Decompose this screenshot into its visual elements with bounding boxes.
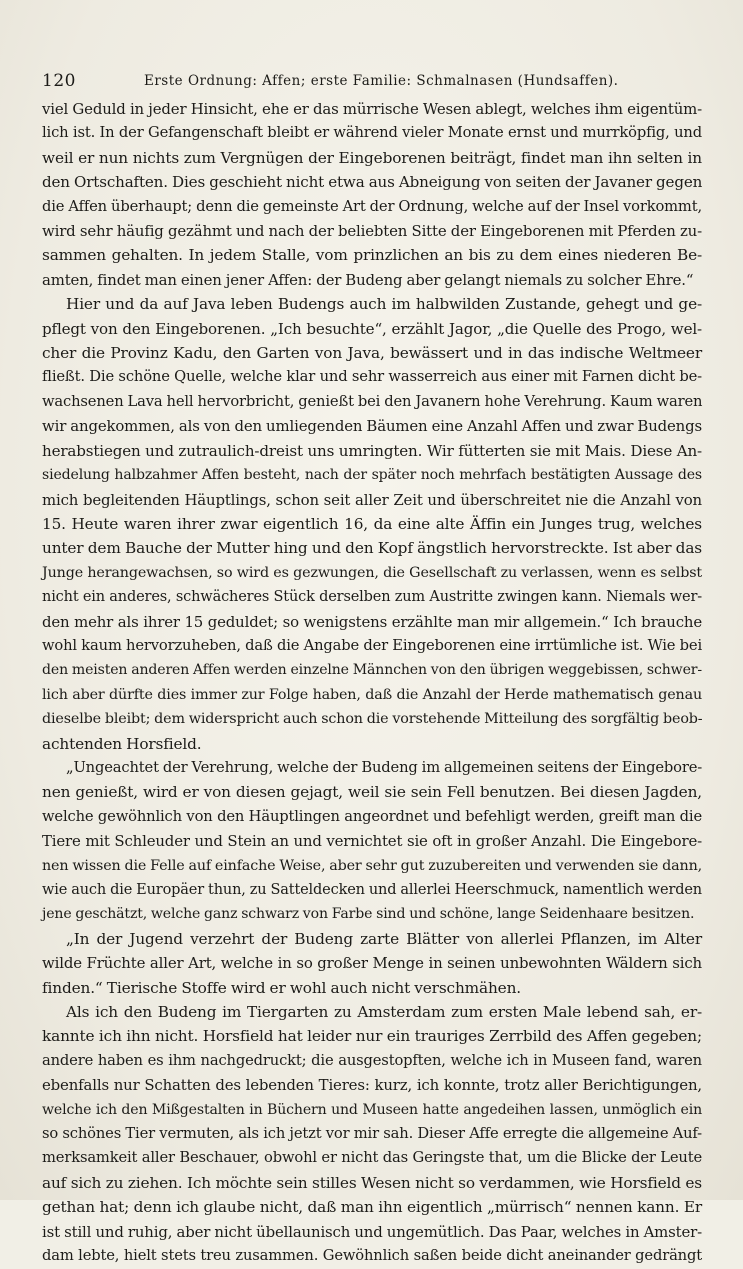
- page-header: [42, 70, 702, 92]
- text-line: mich begleitenden Häuptlings, schon seit aller Zeit und überschreitet nie die Anzahl von: [42, 490, 702, 509]
- page-number: 120: [42, 71, 76, 91]
- text-line: „Ungeachtet der Verehrung, welche der Budeng im allgemeinen seitens der Eingebore-: [66, 758, 703, 776]
- text-line: den mehr als ihrer 15 geduldet; so wenigstens erzählte man mir allgemein.“ Ich brauche: [42, 612, 702, 631]
- running-title: Erste Ordnung: Affen; erste Familie: Schmalnasen (Hundsaffen).: [144, 73, 619, 89]
- text-line: nen genießt, wird er von diesen gejagt, weil sie sein Fell benutzen. Bei diesen Jagden,: [42, 783, 702, 802]
- text-line: Junge herangewachsen, so wird es gezwungen, die Gesellschaft zu verlassen, wenn es selbst: [42, 564, 702, 581]
- text-line: Als ich den Budeng im Tiergarten zu Amsterdam zum ersten Male lebend sah, er-: [66, 1003, 702, 1022]
- text-line: ebenfalls nur Schatten des lebenden Tieres: kurz, ich konnte, trotz aller Berichtigungen,: [42, 1076, 702, 1095]
- text-line: merksamkeit aller Beschauer, obwohl er nicht das Geringste that, um die Blicke der Leute: [42, 1149, 702, 1167]
- text-line: fließt. Die schöne Quelle, welche klar und sehr wasserreich aus einer mit Farnen dicht be-: [42, 368, 702, 386]
- text-line: lich aber dürfte dies immer zur Folge haben, daß die Anzahl der Herde mathematisch genau: [42, 686, 702, 703]
- text-line: die Affen überhaupt; denn die gemeinste Art der Ordnung, welche auf der Insel vorkommt,: [42, 197, 702, 215]
- text-line: jene geschätzt, welche ganz schwarz von Farbe sind und schöne, lange Seidenhaare besitzen.: [42, 906, 695, 923]
- text-line: „In der Jugend verzehrt der Budeng zarte Blätter von allerlei Pflanzen, im Alter: [66, 929, 702, 948]
- text-line: gethan hat; denn ich glaube nicht, daß man ihn eigentlich „mürrisch“ nennen kann. Er: [42, 1198, 702, 1217]
- text-line: welche gewöhnlich von den Häuptlingen angeordnet und befehligt werden, greift man die: [42, 807, 702, 825]
- body-text: [42, 97, 702, 1269]
- text-line: finden.“ Tierische Stoffe wird er wohl auch nicht verschmähen.: [42, 978, 521, 997]
- text-line: wohl kaum hervorzuheben, daß die Angabe der Eingeborenen eine irrtümliche ist. Wie bei: [42, 636, 702, 654]
- text-line: wird sehr häufig gezähmt und nach der beliebten Sitte der Eingeborenen mit Pferden zu-: [42, 222, 702, 241]
- text-line: den meisten anderen Affen werden einzelne Männchen von den übrigen weggebissen, schwer-: [42, 662, 702, 679]
- text-line: herabstiegen und zutraulich-dreist uns umringten. Wir fütterten sie mit Mais. Diese An-: [42, 441, 702, 460]
- text-line: sammen gehalten. In jedem Stalle, vom prinzlichen an bis zu dem eines niederen Be-: [42, 246, 702, 265]
- text-line: viel Geduld in jeder Hinsicht, ehe er das mürrische Wesen ablegt, welches ihm eigentüm-: [42, 100, 702, 118]
- text-line: siedelung halbzahmer Affen besteht, nach der später noch mehrfach bestätigten Aussage des: [42, 467, 702, 484]
- text-line: so schönes Tier vermuten, als ich jetzt vor mir sah. Dieser Affe erregte die allgemeine Auf-: [42, 1125, 702, 1143]
- text-line: wir angekommen, als von den umliegenden Bäumen eine Anzahl Affen und zwar Budengs: [42, 417, 702, 436]
- text-line: 15. Heute waren ihrer zwar eigentlich 16, da eine alte Äffin ein Junges trug, welches: [42, 514, 702, 533]
- text-line: andere haben es ihm nachgedruckt; die ausgestopften, welche ich in Museen fand, waren: [42, 1051, 702, 1069]
- text-line: dam lebte, hielt stets treu zusammen. Gewöhnlich saßen beide dicht aneinander gedrängt: [42, 1247, 702, 1265]
- text-line: pflegt von den Eingeborenen. „Ich besuchte“, erzählt Jagor, „die Quelle des Progo, wel-: [42, 319, 702, 338]
- text-line: lich ist. In der Gefangenschaft bleibt er während vieler Monate ernst und murrköpfig, und: [42, 124, 702, 142]
- text-line: wachsenen Lava hell hervorbricht, genießt bei den Javanern hohe Verehrung. Kaum waren: [42, 392, 703, 410]
- text-line: wilde Früchte aller Art, welche in so großer Menge in seinen unbewohnten Wäldern sich: [42, 954, 702, 973]
- text-line: den Ortschaften. Dies geschieht nicht etwa aus Abneigung von seiten der Javaner gegen: [42, 173, 703, 192]
- text-line: Tiere mit Schleuder und Stein an und vernichtet sie oft in großer Anzahl. Die Eingebore-: [42, 832, 702, 851]
- text-line: dieselbe bleibt; dem widerspricht auch schon die vorstehende Mitteilung des sorgfältig beob-: [42, 711, 703, 728]
- text-line: cher die Provinz Kadu, den Garten von Java, bewässert und in das indische Weltmeer: [42, 344, 702, 363]
- text-line: nicht ein anderes, schwächeres Stück derselben zum Austritte zwingen kann. Niemals wer-: [42, 589, 702, 606]
- text-line: achtenden Horsfield.: [42, 734, 202, 753]
- text-line: welche ich den Mißgestalten in Büchern und Museen hatte angedeihen lassen, unmöglich ein: [42, 1101, 702, 1118]
- text-line: nen wissen die Felle auf einfache Weise, aber sehr gut zuzubereiten und verwenden sie dann,: [42, 857, 703, 874]
- text-line: ist still und ruhig, aber nicht übellaunisch und ungemütlich. Das Paar, welches in Amster-: [42, 1222, 702, 1241]
- text-line: Hier und da auf Java leben Budengs auch im halbwilden Zustande, gehegt und ge-: [66, 295, 702, 314]
- text-line: unter dem Bauche der Mutter hing und den Kopf ängstlich hervorstreckte. Ist aber das: [42, 539, 702, 558]
- text-line: wie auch die Europäer thun, zu Satteldecken und allerlei Heerschmuck, namentlich werden: [42, 882, 702, 898]
- text-line: amten, findet man einen jener Affen: der Budeng aber gelangt niemals zu solcher Ehre.“: [42, 270, 694, 289]
- text-line: kannte ich ihn nicht. Horsfield hat leider nur ein trauriges Zerrbild des Affen gegeben;: [42, 1027, 702, 1046]
- text-line: weil er nun nichts zum Vergnügen der Eingeborenen beiträgt, findet man ihn selten in: [42, 148, 702, 167]
- text-line: auf sich zu ziehen. Ich möchte sein stilles Wesen nicht so verdammen, wie Horsfield es: [42, 1173, 702, 1192]
